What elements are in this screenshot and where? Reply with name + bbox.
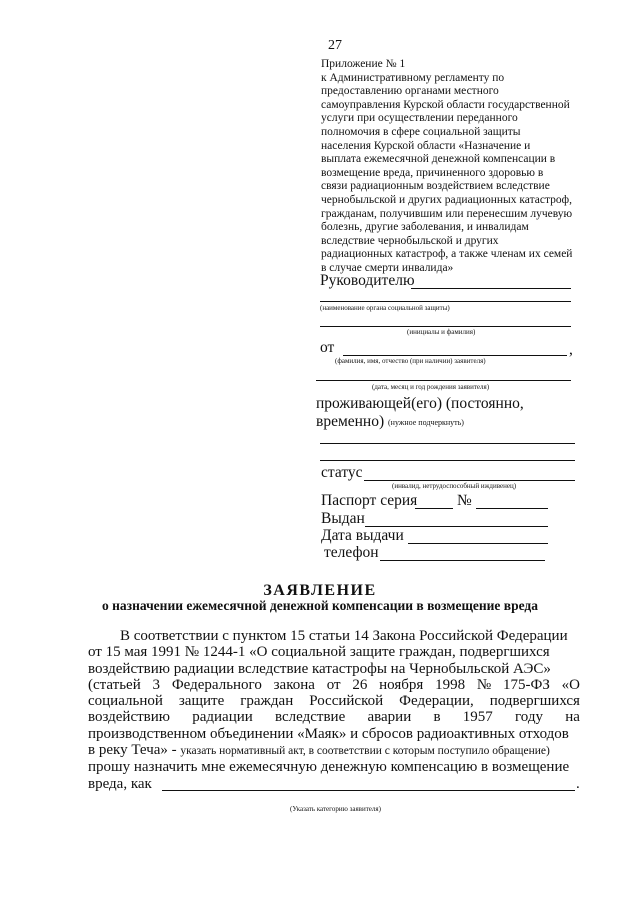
body-word: 1998 xyxy=(435,676,466,693)
recipient-line[interactable] xyxy=(411,288,571,289)
body-line-8-note: указать нормативный акт, в соответствии с которым поступило обращение) xyxy=(180,745,550,758)
issue-date-label: Дата выдачи xyxy=(321,527,404,544)
appendix-line: Приложение № 1 xyxy=(321,58,406,70)
from-comma: , xyxy=(569,341,573,358)
dob-caption: (дата, месяц и год рождения заявителя) xyxy=(372,383,490,391)
to-label: Руководителю xyxy=(320,272,415,289)
issue-date-line[interactable] xyxy=(408,543,548,544)
body-line-10 xyxy=(88,776,580,792)
body-word: вследствие xyxy=(275,709,346,726)
appendix-line: вследствие чернобыльской и других xyxy=(321,234,499,247)
body-line-7: производственном объединении «Маяк» и сбросов радиоактивных отходов xyxy=(88,725,569,742)
number-sign: № xyxy=(457,492,472,509)
body-line-5 xyxy=(88,693,580,709)
status-caption: (инвалид, нетрудоспособный иждивенец) xyxy=(392,482,517,490)
org-caption: (наименование органа социальной защиты) xyxy=(320,304,450,312)
body-line-8-text: в реку Теча» - xyxy=(88,742,181,759)
body-word: граждан xyxy=(240,693,294,710)
document-title: ЗАЯВЛЕНИЕ xyxy=(263,582,377,599)
body-line-9: прошу назначить мне ежемесячную денежную компенсацию в возмещение xyxy=(88,759,570,776)
category-caption: (Указать категорию заявителя) xyxy=(290,805,381,813)
body-line-10-text: вреда, как xyxy=(88,775,152,792)
body-word: радиации xyxy=(192,709,253,726)
fio-caption: (фамилия, имя, отчество (при наличии) заявителя) xyxy=(335,357,486,365)
body-word: закона xyxy=(273,676,315,693)
initials-caption: (инициалы и фамилия) xyxy=(407,328,476,336)
body-word: году xyxy=(515,709,544,726)
body-line-3: воздействию радиации вследствие катастрофы на Чернобыльской АЭС» xyxy=(88,660,551,677)
body-line-8 xyxy=(88,742,580,759)
appendix-line: радиационных катастроф, а также членам их семей xyxy=(321,248,573,261)
applicant-name-line[interactable] xyxy=(343,355,567,356)
body-word: «О xyxy=(561,676,580,693)
appendix-line: предоставлению органами местного xyxy=(321,85,499,98)
status-line[interactable] xyxy=(364,480,575,481)
phone-label: телефон xyxy=(324,544,379,561)
body-word: 26 xyxy=(352,676,368,693)
body-line-2: от 15 мая 1991 № 1244-1 «О социальной защите граждан, подвергшихся xyxy=(88,644,550,661)
category-line[interactable] xyxy=(162,790,575,791)
body-word: № xyxy=(476,676,492,693)
body-line-6 xyxy=(88,709,580,725)
body-word: защите xyxy=(178,693,225,710)
body-word: Российской xyxy=(309,693,384,710)
body-word: воздействию xyxy=(88,709,170,726)
appendix-line: связи радиационным воздействием вследствие xyxy=(321,180,550,193)
passport-label: Паспорт серия xyxy=(321,492,418,509)
body-word: социальной xyxy=(88,693,163,710)
body-word: аварии xyxy=(367,709,412,726)
initials-line[interactable] xyxy=(320,326,571,327)
appendix-line: гражданам, получившим или перенесшим лучевую xyxy=(321,207,573,220)
appendix-line: в случае смерти инвалида» xyxy=(321,261,454,274)
from-label: от xyxy=(320,339,335,356)
appendix-line: к Административному регламенту по xyxy=(321,71,505,84)
body-word: подвергшихся xyxy=(489,693,580,710)
body-line-1: В соответствии с пунктом 15 статьи 14 Закона Российской Федерации xyxy=(120,628,568,644)
status-label: статус xyxy=(321,464,363,481)
passport-number-line[interactable] xyxy=(476,508,548,509)
appendix-line: выплата ежемесячной денежной компенсации в xyxy=(321,153,556,166)
body-word: ноября xyxy=(379,676,424,693)
appendix-line: возмещение вреда, причиненного здоровью в xyxy=(321,166,544,179)
issued-label: Выдан xyxy=(321,510,365,527)
dob-line[interactable] xyxy=(316,380,571,381)
appendix-line: полномочия в сфере социальной защиты xyxy=(321,125,521,138)
body-word: от xyxy=(326,676,341,693)
appendix-line: населения Курской области «Назначение и xyxy=(321,139,531,152)
body-word: 175-ФЗ xyxy=(502,676,550,693)
application-body xyxy=(88,628,580,792)
body-word: Федерации, xyxy=(399,693,474,710)
underline-note: (нужное подчеркнуть) xyxy=(388,418,464,427)
appendix-block xyxy=(321,58,591,276)
body-word: на xyxy=(565,709,580,726)
body-word: Федерального xyxy=(171,676,262,693)
document-subtitle: о назначении ежемесячной денежной компенсации в возмещение вреда xyxy=(102,598,538,613)
body-word: (статьей xyxy=(88,676,141,693)
appendix-line: самоуправления Курской области государственной xyxy=(321,98,570,111)
phone-line[interactable] xyxy=(380,560,545,561)
appendix-line: болезнь, другие заболевания, и инвалидам xyxy=(321,221,529,234)
residing-label-1: проживающей(его) (постоянно, xyxy=(316,395,524,412)
body-word: 1957 xyxy=(462,709,493,726)
address-line-1[interactable] xyxy=(320,443,575,444)
appendix-line: чернобыльской и других радиационных катастроф, xyxy=(321,193,572,206)
passport-series-line[interactable] xyxy=(415,508,453,509)
residing-label-2: временно) xyxy=(316,413,385,430)
body-word: в xyxy=(433,709,441,726)
appendix-line: услуги при осуществлении переданного xyxy=(321,112,518,125)
body-word: 3 xyxy=(152,676,161,693)
org-line[interactable] xyxy=(320,301,571,302)
body-line-4 xyxy=(88,677,580,693)
page-number: 27 xyxy=(328,38,342,53)
body-line-10-end: . xyxy=(576,775,580,792)
address-line-2[interactable] xyxy=(320,460,575,461)
